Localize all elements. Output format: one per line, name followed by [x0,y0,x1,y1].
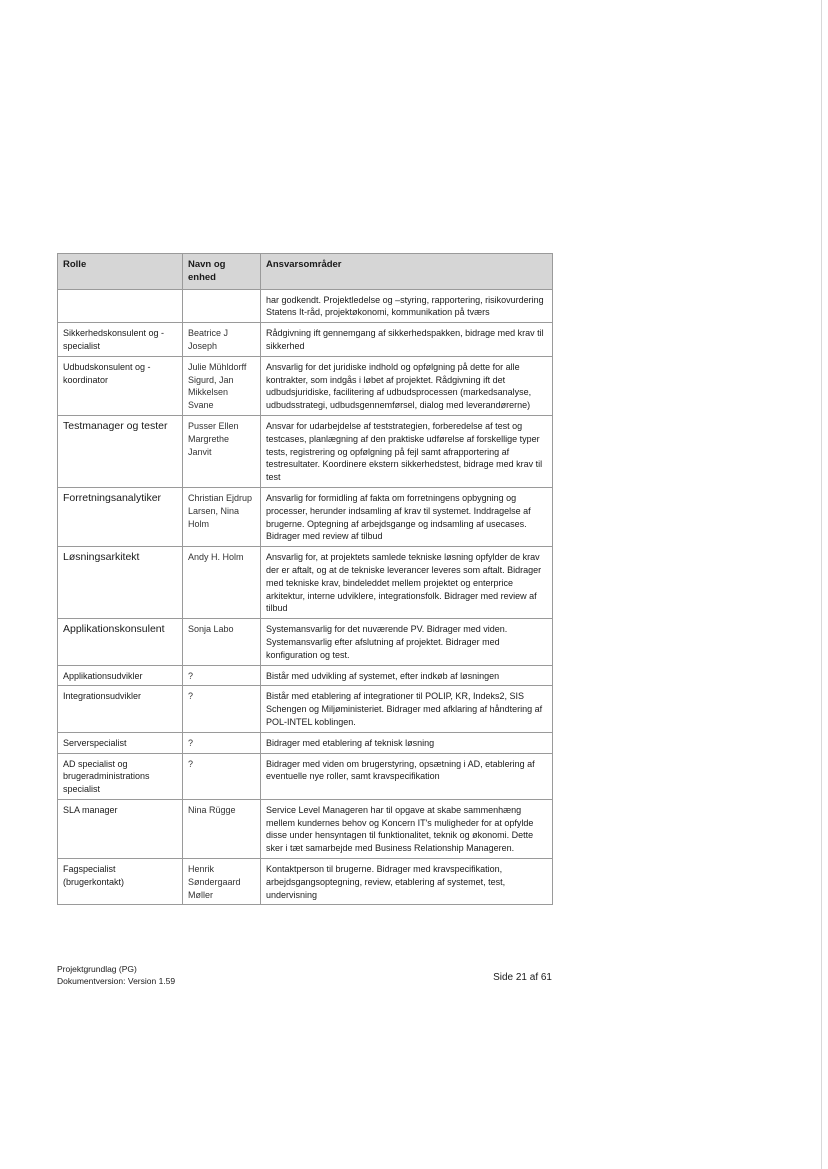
responsibility-cell: Bidrager med viden om brugerstyring, opsætning i AD, etablering af eventuelle nye roller, samt kravspecifikation [261,753,553,799]
role-cell: Fagspecialist (brugerkontakt) [58,859,183,905]
table-row [58,619,553,665]
table-row [58,415,553,487]
name-cell: Julie Mühldorff Sigurd, Jan Mikkelsen Svane [183,356,261,415]
role-cell: Serverspecialist [58,732,183,753]
role-cell: Integrationsudvikler [58,686,183,732]
role-cell: Løsningsarkitekt [58,547,183,619]
responsibility-cell: Bidrager med etablering af teknisk løsning [261,732,553,753]
name-cell: Sonja Labo [183,619,261,665]
name-cell: ? [183,665,261,686]
name-cell [183,289,261,323]
table-header-row [58,254,553,290]
table-row [58,356,553,415]
responsibility-cell: Rådgivning ift gennemgang af sikkerhedspakken, bidrage med krav til sikkerhed [261,323,553,357]
role-cell: Testmanager og tester [58,415,183,487]
table-row [58,753,553,799]
responsibility-cell: Service Level Manageren har til opgave at skabe sammenhæng mellem kundernes behov og Koncern IT's muligheder for at opfylde disse under hensyntagen til funktionalitet, teknik og økonomi. Dette sker i tæt samarbejde med Business Relationship Manageren. [261,799,553,858]
roles-table [57,253,553,905]
role-cell: AD specialist og brugeradministrations specialist [58,753,183,799]
table-row [58,686,553,732]
header-name: Navn og enhed [183,254,261,290]
page-edge-line [821,0,822,1169]
footer-doc-version: Dokumentversion: Version 1.59 [57,975,176,986]
table-row [58,289,553,323]
responsibility-cell: har godkendt. Projektledelse og –styring, rapportering, risikovurdering Statens It-råd, projektøkonomi, kommunikation på tværs [261,289,553,323]
name-cell: ? [183,753,261,799]
role-cell: Applikationsudvikler [58,665,183,686]
responsibility-cell: Bistår med etablering af integrationer til POLIP, KR, Indeks2, SIS Schengen og Miljøministeriet. Bidrager med afklaring af håndtering af POL-INTEL koblingen. [261,686,553,732]
role-cell: Applikationskonsulent [58,619,183,665]
role-cell: Udbudskonsulent og -koordinator [58,356,183,415]
name-cell: Beatrice J Joseph [183,323,261,357]
table-row [58,859,553,905]
table-row [58,665,553,686]
header-role: Rolle [58,254,183,290]
responsibility-cell: Ansvarlig for, at projektets samlede tekniske løsning opfylder de krav der er aftalt, og at de tekniske leverancer leveres som aftalt. Bidrager med tekniske krav, bindeleddet mellem projektet og enterprice arkitektur, interne udviklere, integrationsfolk. Bidrager med review af tilbud [261,547,553,619]
header-responsibilities: Ansvarsområder [261,254,553,290]
table-row [58,732,553,753]
name-cell: Henrik Søndergaard Møller [183,859,261,905]
name-cell: Christian Ejdrup Larsen, Nina Holm [183,487,261,546]
role-cell: SLA manager [58,799,183,858]
name-cell: ? [183,732,261,753]
responsibility-cell: Systemansvarlig for det nuværende PV. Bidrager med viden. Systemansvarlig efter afslutning af projektet. Bidrager med konfiguration og test. [261,619,553,665]
footer-doc-info [57,964,175,987]
responsibility-cell: Kontaktperson til brugerne. Bidrager med kravspecifikation, arbejdsgangsoptegning, review, etablering af systemet, test, undervisning [261,859,553,905]
footer-page-number: Side 21 af 61 [493,972,552,983]
responsibility-cell: Bistår med udvikling af systemet, efter indkøb af løsningen [261,665,553,686]
responsibility-cell: Ansvar for udarbejdelse af teststrategien, forberedelse af test og testcases, planlægning af den praktiske udførelse af forskellige typer tests, registrering og opfølgning på fejl samt afrapportering af testresultater. Koordinere ekstern sikkerhedstest, bidrage med krav til test [261,415,553,487]
name-cell: ? [183,686,261,732]
footer-doc-title: Projektgrundlag (PG) [57,964,137,974]
table-row [58,487,553,546]
table-row [58,547,553,619]
role-cell: Sikkerhedskonsulent og -specialist [58,323,183,357]
responsibility-cell: Ansvarlig for formidling af fakta om forretningens opbygning og processer, herunder indsamling af krav til systemet. Inddragelse af brugerne. Optegning af arbejdsgange og indsamling af usecases. Bidrager med review af tilbud [261,487,553,546]
table-row [58,323,553,357]
name-cell: Pusser Ellen Margrethe Janvit [183,415,261,487]
name-cell: Nina Rügge [183,799,261,858]
table-row [58,799,553,858]
responsibility-cell: Ansvarlig for det juridiske indhold og opfølgning på dette for alle kontrakter, som indgås i løbet af projektet. Rådgivning ift det udbudsjuridiske, facilitering af udbudsprocessen (markedsanalyse, udbudsstrategi, udbudsgennemførsel, dialog med leverandørerne) [261,356,553,415]
role-cell: Forretningsanalytiker [58,487,183,546]
name-cell: Andy H. Holm [183,547,261,619]
role-cell [58,289,183,323]
